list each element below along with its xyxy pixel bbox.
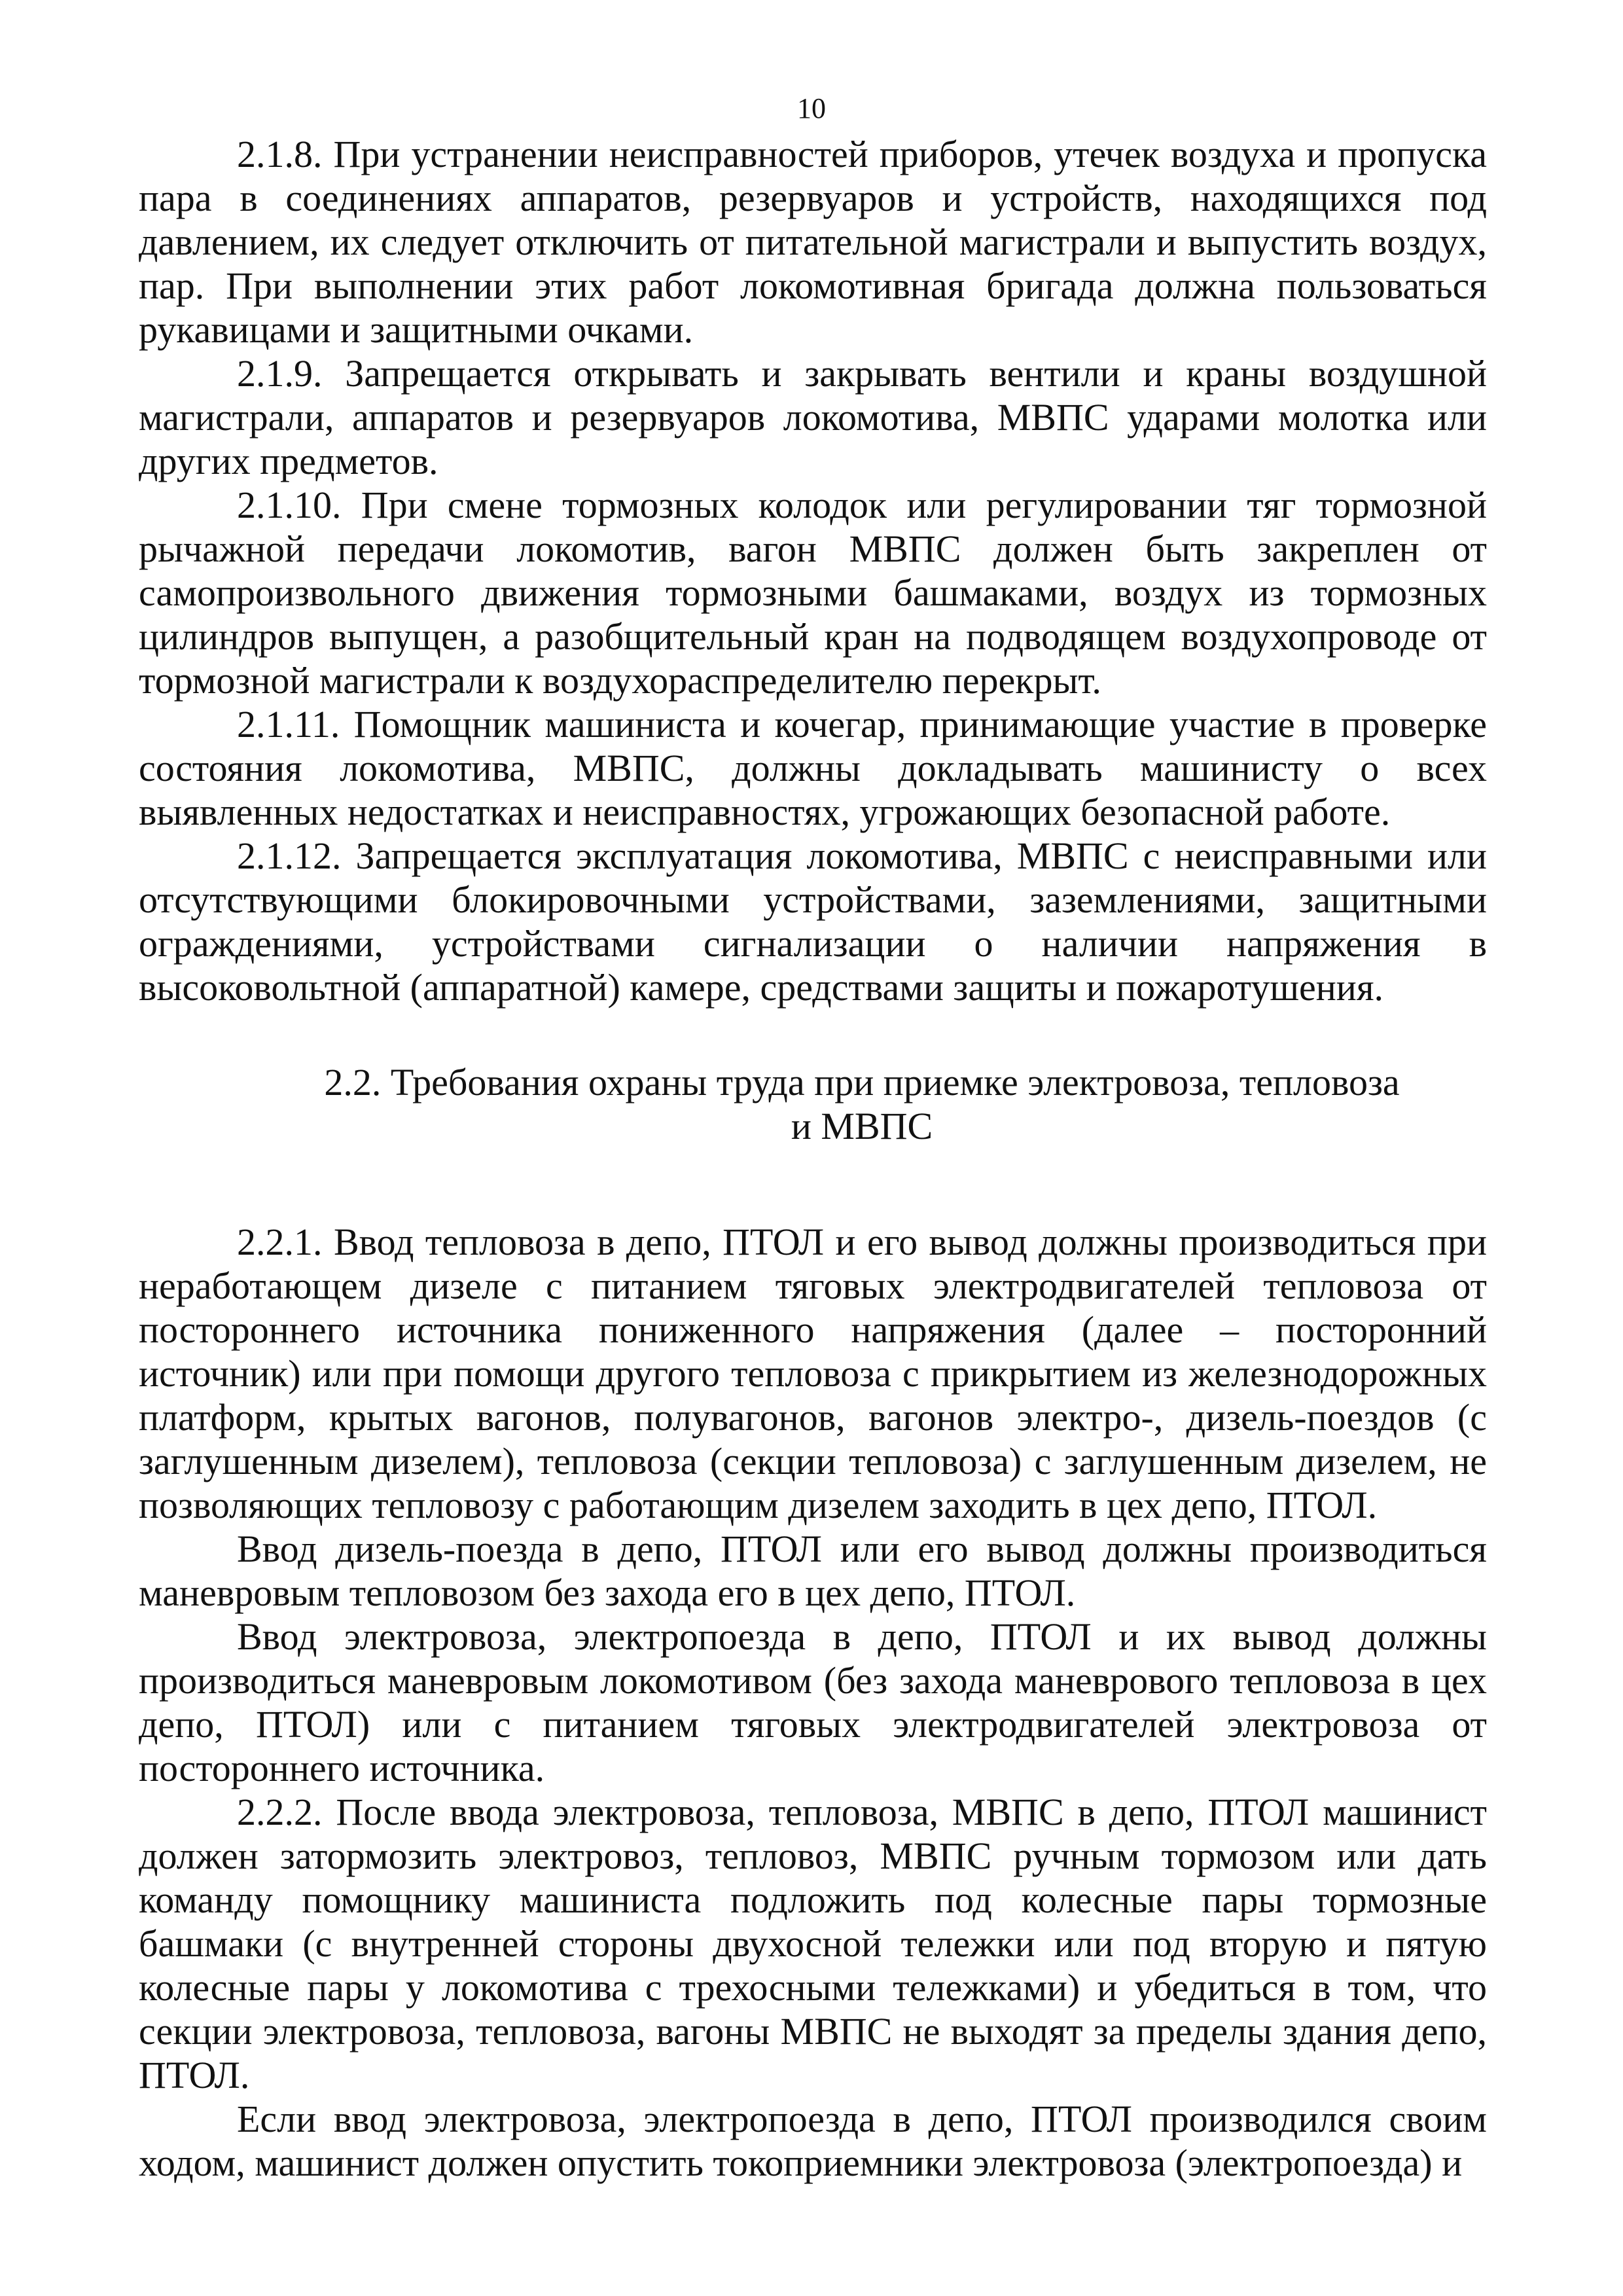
- paragraph-2-1-9: 2.1.9. Запрещается открывать и закрывать вентили и краны воздушной магистрали, аппаратов и резервуаров локомотива, МВПС ударами молотка или других предметов.: [139, 352, 1487, 482]
- section-heading-line-1: 2.2. Требования охраны труда при приемке электровоза, тепловоза: [324, 1061, 1400, 1103]
- paragraph-own-power-entry: Если ввод электровоза, электропоезда в депо, ПТОЛ производился своим ходом, машинист должен опустить токоприемники электровоза (электропоезда) и: [139, 2098, 1487, 2184]
- paragraph-2-1-10: 2.1.10. При смене тормозных колодок или регулировании тяг тормозной рычажной передачи локомотив, вагон МВПС должен быть закреплен от самопроизвольного движения тормозными башмаками, воздух из тормозных цилиндров выпущен, а разобщительный кран на подводящем воздухопроводе от тормозной магистрали к воздухораспределителю перекрыт.: [139, 484, 1487, 702]
- section-heading-line-2: и МВПС: [791, 1105, 933, 1147]
- paragraph-2-1-8: 2.1.8. При устранении неисправностей приборов, утечек воздуха и пропуска пара в соединениях аппаратов, резервуаров и устройств, находящихся под давлением, их следует отключить от питательной магистрали и выпустить воздух, пар. При выполнении этих работ локомотивная бригада должна пользоваться рукавицами и защитными очками.: [139, 133, 1487, 351]
- paragraph-2-2-1: 2.2.1. Ввод тепловоза в депо, ПТОЛ и его вывод должны производиться при неработающем дизеле с питанием тяговых электродвигателей тепловоза от постороннего источника пониженного напряжения (далее – посторонний источник) или при помощи другого тепловоза с прикрытием из железнодорожных платформ, крытых вагонов, полувагонов, вагонов электро-, дизель-поездов (с заглушенным дизелем), тепловоза (секции тепловоза) с заглушенным дизелем, не позволяющих тепловозу с работающим дизелем заходить в цех депо, ПТОЛ.: [139, 1221, 1487, 1526]
- paragraph-diesel-train-entry: Ввод дизель-поезда в депо, ПТОЛ или его вывод должны производиться маневровым тепловозом без захода его в цех депо, ПТОЛ.: [139, 1528, 1487, 1614]
- paragraph-2-1-12: 2.1.12. Запрещается эксплуатация локомотива, МВПС с неисправными или отсутствующими блокировочными устройствами, заземлениями, защитными ограждениями, устройствами сигнализации о наличии напряжения в высоковольтной (аппаратной) камере, средствами защиты и пожаротушения.: [139, 834, 1487, 1009]
- document-body: [139, 132, 1487, 2185]
- section-heading: [237, 1060, 1487, 1148]
- paragraph-2-2-2: 2.2.2. После ввода электровоза, тепловоза, МВПС в депо, ПТОЛ машинист должен затормозить электровоз, тепловоз, МВПС ручным тормозом или дать команду помощнику машиниста подложить под колесные пары тормозные башмаки (с внутренней стороны двухосной тележки или под вторую и пятую колесные пары у локомотива с трехосными тележками) и убедиться в том, что секции электровоза, тепловоза, вагоны МВПС не выходят за пределы здания депо, ПТОЛ.: [139, 1791, 1487, 2096]
- page-number: 10: [797, 92, 826, 124]
- paragraph-electric-locomotive-entry: Ввод электровоза, электропоезда в депо, ПТОЛ и их вывод должны производиться маневровым локомотивом (без захода маневрового тепловоза в цех депо, ПТОЛ) или с питанием тяговых электродвигателей электровоза от постороннего источника.: [139, 1615, 1487, 1789]
- paragraph-2-1-11: 2.1.11. Помощник машиниста и кочегар, принимающие участие в проверке состояния локомотива, МВПС, должны докладывать машинисту о всех выявленных недостатках и неисправностях, угрожающих безопасной работе.: [139, 703, 1487, 833]
